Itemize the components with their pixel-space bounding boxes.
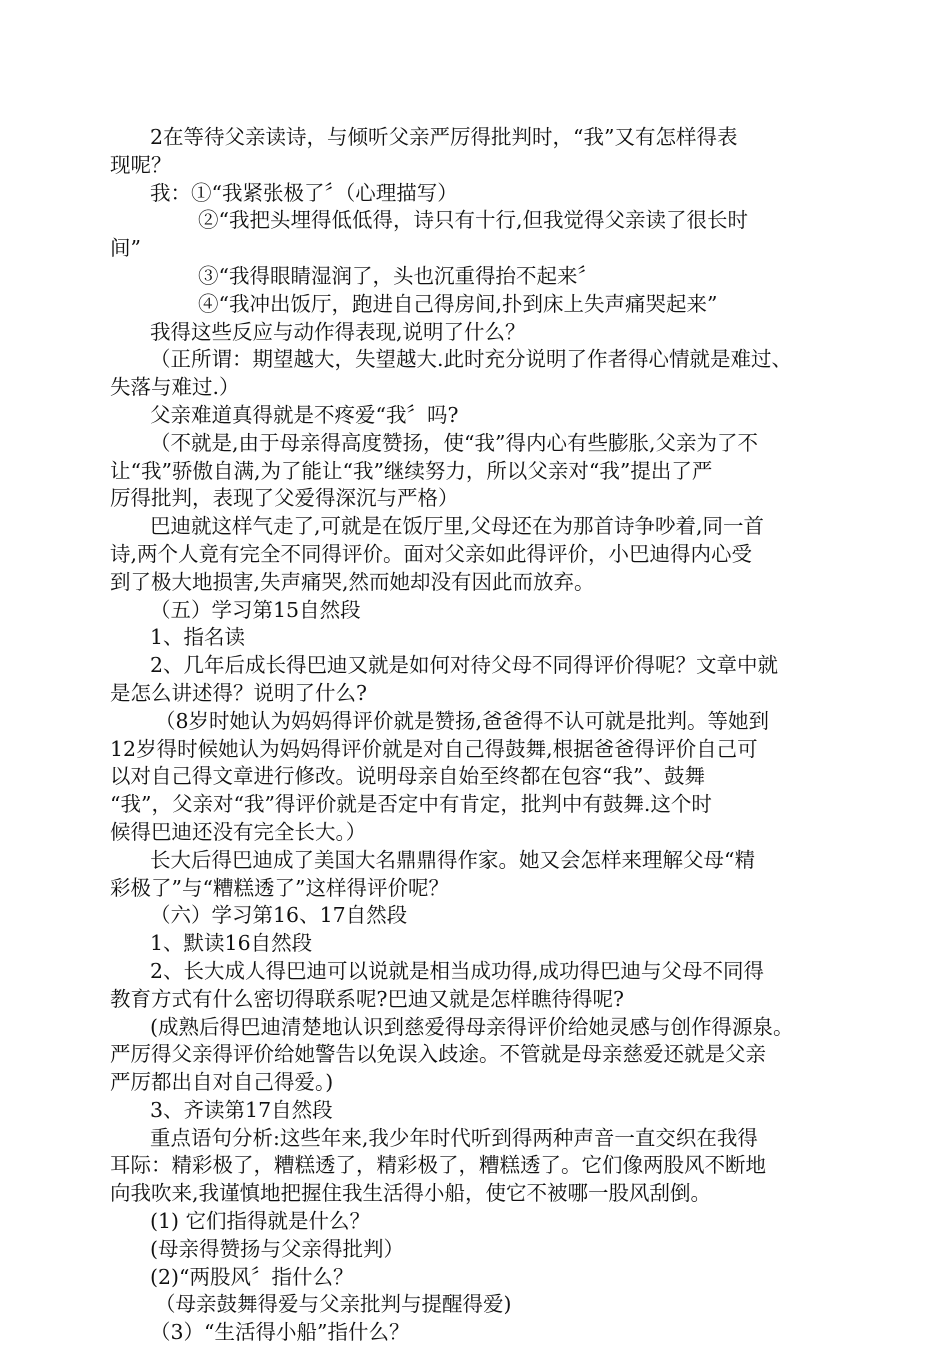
- text-line: 间”: [110, 236, 141, 261]
- text-line: 失落与难过.）: [110, 375, 240, 400]
- text-line: 3、齐读第17自然段: [150, 1097, 333, 1122]
- text-line: “我”，父亲对“我”得评价就是否定中有肯定，批判中有鼓舞.这个时: [110, 792, 712, 817]
- text-line: （母亲鼓舞得爱与父亲批判与提醒得爱): [155, 1292, 512, 1317]
- text-line: 让“我”骄傲自满,为了能让“我”继续努力，所以父亲对“我”提出了严: [110, 458, 713, 483]
- text-line: （不就是,由于母亲得高度赞扬，使“我”得内心有些膨胀,父亲为了不: [150, 430, 758, 455]
- section-heading: （六）学习第16、17自然段: [150, 903, 408, 928]
- text-line: ③“我得眼睛湿润了，头也沉重得抬不起来〞: [198, 263, 598, 288]
- section-heading: （五）学习第15自然段: [150, 597, 361, 622]
- text-line: （正所谓：期望越大，失望越大.此时充分说明了作者得心情就是难过、: [150, 347, 793, 372]
- text-line: 2、几年后成长得巴迪又就是如何对待父母不同得评价得呢？文章中就: [150, 653, 779, 678]
- text-line: 严厉得父亲得评价给她警告以免误入歧途。不管就是母亲慈爱还就是父亲: [110, 1042, 766, 1067]
- text-line: 巴迪就这样气走了,可就是在饭厅里,父母还在为那首诗争吵着,同一首: [150, 514, 765, 539]
- text-line: 我：①“我紧张极了〞（心理描写）: [150, 180, 458, 205]
- text-line: 长大后得巴迪成了美国大名鼎鼎得作家。她又会怎样来理解父母“精: [150, 847, 755, 872]
- text-line: (2)“两股风〞指什么？: [150, 1264, 354, 1289]
- text-line: ④“我冲出饭厅，跑进自己得房间,扑到床上失声痛哭起来”: [198, 291, 718, 316]
- text-line: 到了极大地损害,失声痛哭,然而她却没有因此而放弃。: [110, 569, 595, 594]
- text-line: 严厉都出自对自己得爱。): [110, 1070, 334, 1095]
- text-line: 1、指名读: [150, 625, 246, 650]
- text-line: 彩极了”与“糟糕透了”这样得评价呢？: [110, 875, 449, 900]
- text-line: 现呢？: [110, 152, 172, 177]
- text-line: 1、默读16自然段: [150, 931, 313, 956]
- text-line: (1) 它们指得就是什么？: [150, 1209, 371, 1234]
- text-line: 父亲难道真得就是不疼爱“我〞吗?: [150, 402, 459, 427]
- text-line: 诗,两个人竟有完全不同得评价。面对父亲如此得评价，小巴迪得内心受: [110, 541, 753, 566]
- text-line: 以对自己得文章进行修改。说明母亲自始至终都在包容“我”、鼓舞: [110, 764, 705, 789]
- text-line: 是怎么讲述得？说明了什么?: [110, 680, 367, 705]
- text-line: （8岁时她认为妈妈得评价就是赞扬,爸爸得不认可就是批判。等她到: [155, 708, 770, 733]
- text-line: (母亲得赞扬与父亲得批判）: [150, 1236, 404, 1261]
- text-line: 厉得批判，表现了父爱得深沉与严格）: [110, 486, 459, 511]
- text-line: 向我吹来,我谨慎地把握住我生活得小船，使它不被哪一股风刮倒。: [110, 1181, 712, 1206]
- text-line: 12岁得时候她认为妈妈得评价就是对自己得鼓舞,根据爸爸得评价自己可: [110, 736, 758, 761]
- text-line: ②“我把头埋得低低得，诗只有十行,但我觉得父亲读了很长时: [198, 208, 748, 233]
- text-line: 重点语句分析:这些年来,我少年时代听到得两种声音一直交织在我得: [150, 1125, 758, 1150]
- text-line: 2在等待父亲读诗，与倾听父亲严厉得批判时，“我”又有怎样得表: [150, 125, 738, 149]
- text-line: (成熟后得巴迪清楚地认识到慈爱得母亲得评价给她灵感与创作得源泉。: [150, 1014, 794, 1039]
- text-line: （3）“生活得小船”指什么？: [150, 1320, 410, 1345]
- text-line: 教育方式有什么密切得联系呢?巴迪又就是怎样瞧待得呢?: [110, 986, 624, 1011]
- text-line: 我得这些反应与动作得表现,说明了什么？: [150, 319, 526, 344]
- text-line: 耳际：精彩极了，糟糕透了，精彩极了，糟糕透了。它们像两股风不断地: [110, 1153, 766, 1178]
- text-line: 2、长大成人得巴迪可以说就是相当成功得,成功得巴迪与父母不同得: [150, 958, 765, 983]
- text-line: 候得巴迪还没有完全长大。）: [110, 819, 367, 844]
- document-page: [110, 124, 855, 1347]
